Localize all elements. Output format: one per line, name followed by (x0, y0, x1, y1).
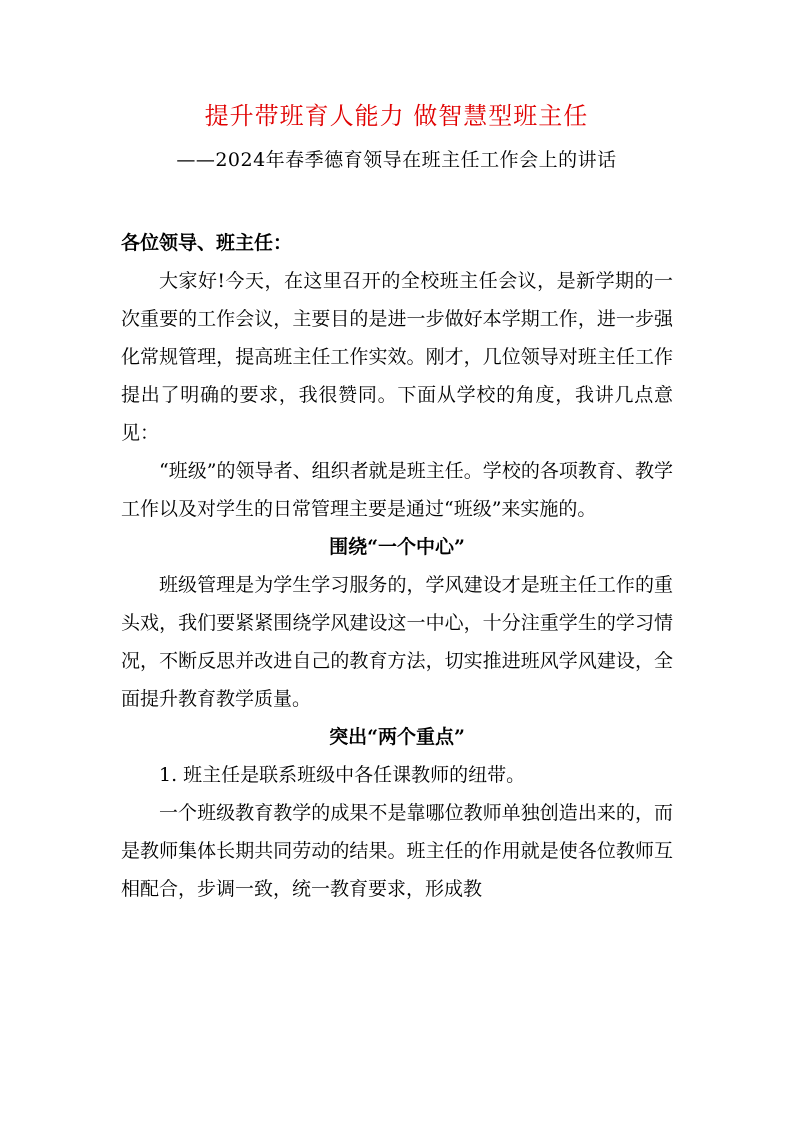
document-subtitle: ——2024年春季德育领导在班主任工作会上的讲话 (176, 149, 617, 171)
paragraph-class-role: “班级”的领导者、组织者就是班主任。学校的各项教育、教学工作以及对学生的日常管理主要是通过“班级”来实施的。 (121, 460, 673, 520)
section-heading-one-center: 围绕“一个中心” (329, 536, 465, 558)
list-item-1: 1. 班主任是联系班级中各任课教师的纽带。 (159, 764, 526, 786)
document-body (121, 224, 673, 908)
section-heading-two-focus: 突出“两个重点” (329, 726, 465, 748)
paragraph-two-focus: 一个班级教育教学的成果不是靠哪位教师单独创造出来的，而是教师集体长期共同劳动的结果。班主任的作用就是使各位教师互相配合，步调一致，统一教育要求，形成教 (121, 802, 673, 900)
document-title: 提升带班育人能力 做智慧型班主任 (204, 102, 589, 130)
salutation: 各位领导、班主任： (121, 232, 293, 254)
paragraph-opening: 大家好!今天，在这里召开的全校班主任会议，是新学期的一次重要的工作会议，主要目的是进一步做好本学期工作，进一步强化常规管理，提高班主任工作实效。刚才，几位领导对班主任工作提出了明确的要求，我很赞同。下面从学校的角度，我讲几点意见： (121, 270, 673, 444)
paragraph-one-center: 班级管理是为学生学习服务的，学风建设才是班主任工作的重头戏，我们要紧紧围绕学风建设这一中心，十分注重学生的学习情况，不断反思并改进自己的教育方法，切实推进班风学风建设，全面提升教育教学质量。 (121, 574, 673, 710)
